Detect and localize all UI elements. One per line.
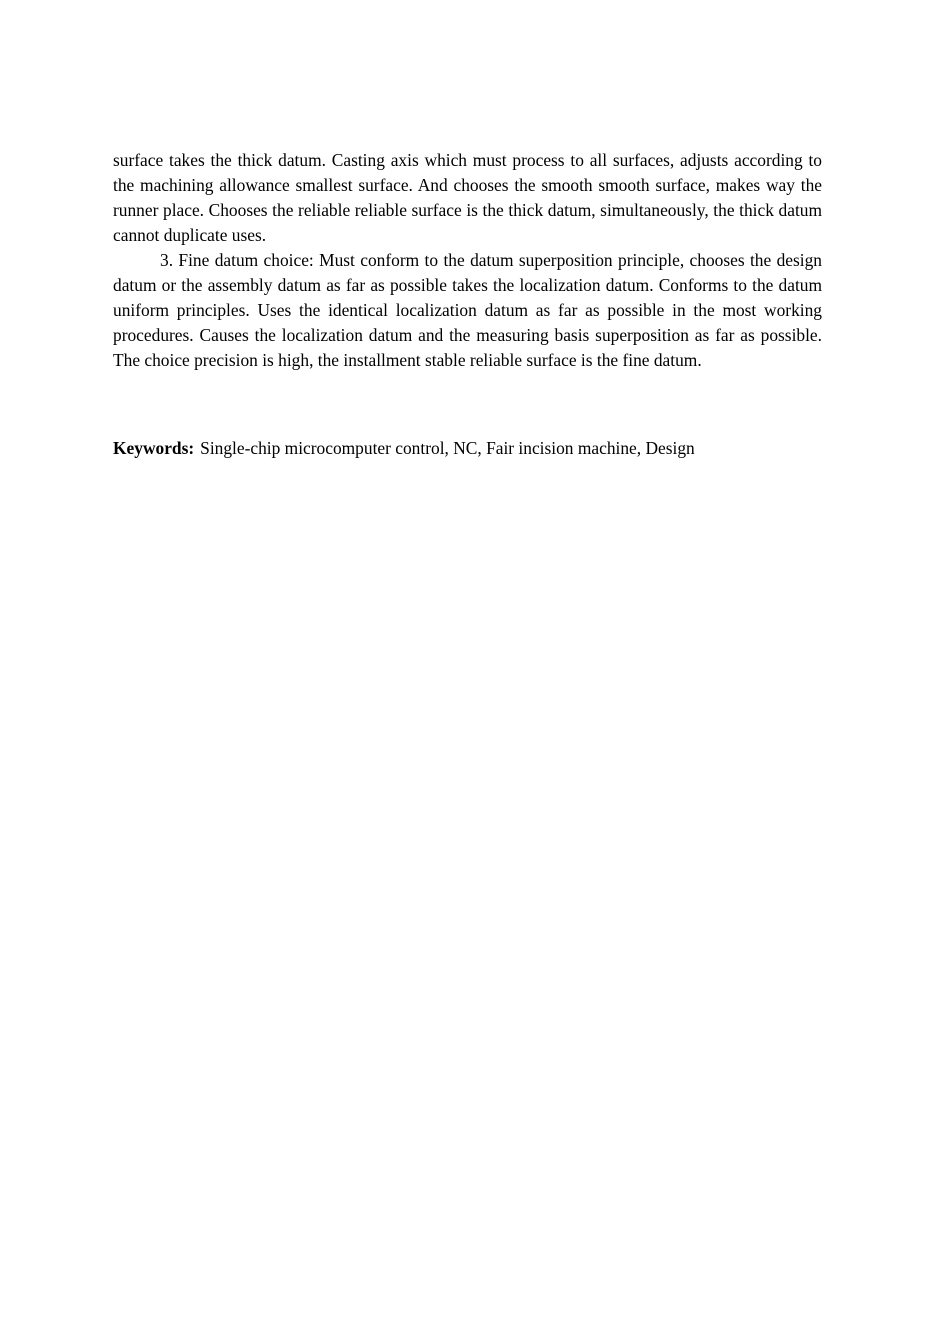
paragraph-continuation: surface takes the thick datum. Casting axis which must process to all surfaces, adjusts according to the machining allowance smallest surface. And chooses the smooth smooth surface, makes way the runner place. Chooses the reliable reliable surface is the thick datum, simultaneously, the thick datum cannot duplicate uses. bbox=[113, 150, 822, 245]
body-text bbox=[113, 148, 822, 373]
keywords-line bbox=[113, 436, 822, 461]
keywords-label: Keywords: bbox=[113, 438, 195, 458]
keywords-text: Single-chip microcomputer control, NC, Fair incision machine, Design bbox=[200, 438, 695, 458]
paragraph-fine-datum-choice: 3. Fine datum choice: Must conform to the datum superposition principle, chooses the design datum or the assembly datum as far as possible takes the localization datum. Conforms to the datum uniform principles. Uses the identical localization datum as far as possible in the most working procedures. Causes the localization datum and the measuring basis superposition as far as possible. The choice precision is high, the installment stable reliable surface is the fine datum. bbox=[113, 250, 822, 370]
